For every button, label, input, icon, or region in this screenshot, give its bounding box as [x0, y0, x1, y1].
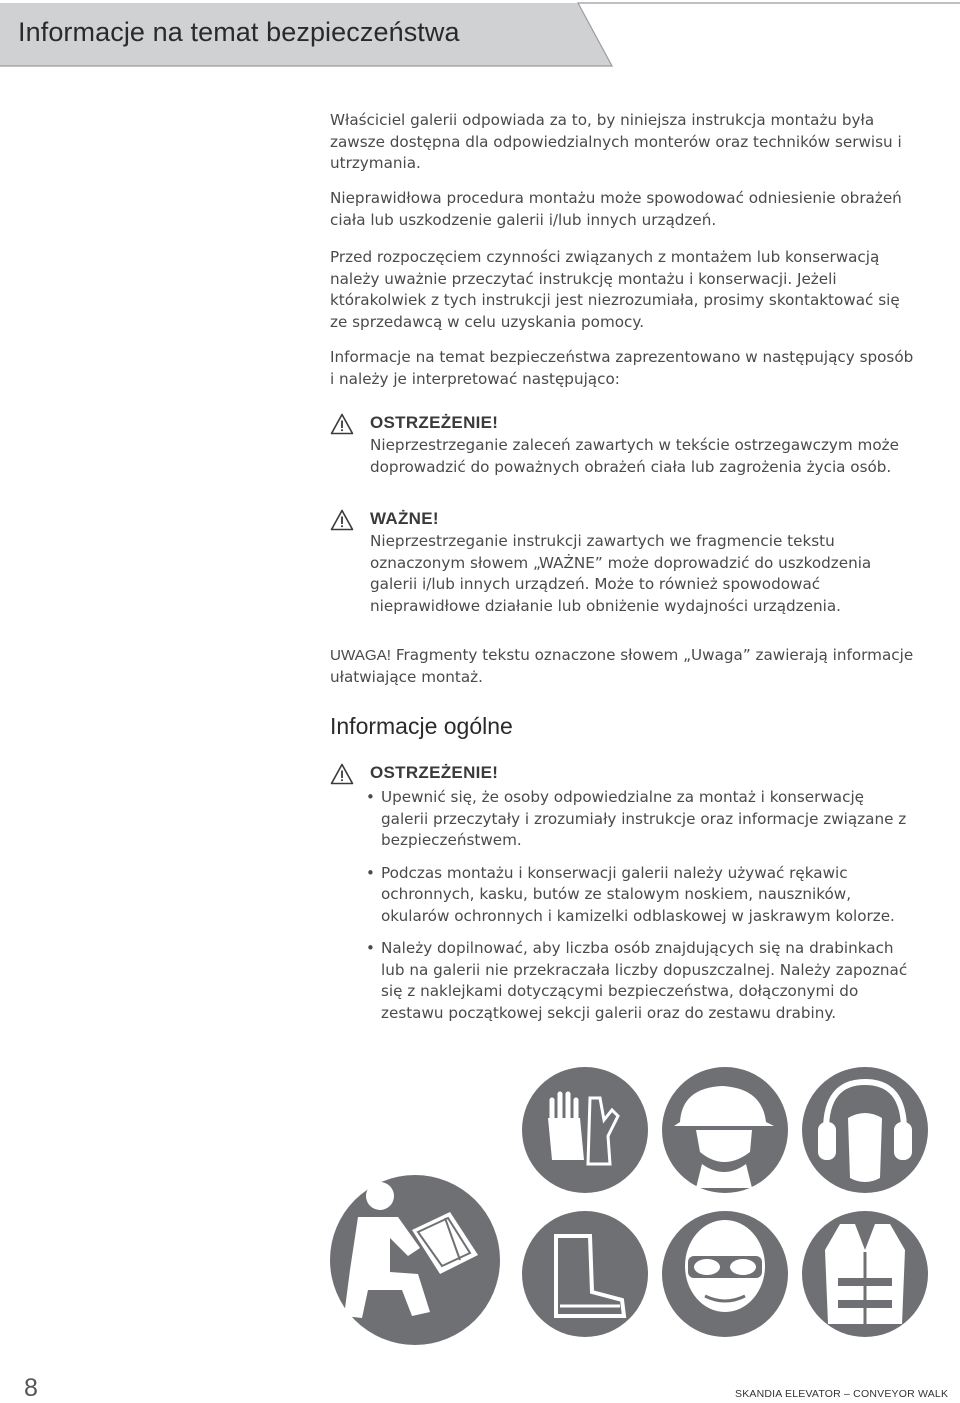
- page-header: [0, 0, 960, 68]
- list-item: • Upewnić się, że osoby odpowiedzialne za montaż i konserwację galerii przeczytały i zrozumiały instrukcje oraz informacje związane z bezpieczeństwem.: [366, 788, 907, 849]
- section-heading: Informacje ogólne: [330, 713, 513, 739]
- hi-vis-vest-icon: [802, 1211, 928, 1337]
- intro-paragraph: Właściciel galerii odpowiada za to, by niniejsza instrukcja montażu była zawsze dostępna dla odpowiedzialnych monterów oraz techników serwisu i utrzymania.: [330, 111, 902, 172]
- important-text: Nieprzestrzeganie instrukcji zawartych we fragmencie tekstu oznaczonym słowem „WAŻNE” może doprowadzić do uszkodzenia galerii i/lub innych urządzeń. Może to również spowodować nieprawidłowe działanie lub obniżenie wydajności urządzenia.: [370, 532, 872, 615]
- list-item: • Należy dopilnować, aby liczba osób znajdujących się na drabinkach lub na galerii nie przekraczała liczby dopuszczalnej. Należy zapoznać się z naklejkami dotyczącymi bezpieczeństwa, dołączonymi do zestawu początkowej sekcji galerii oraz do zestawu drabiny.: [366, 939, 908, 1022]
- page-number: 8: [24, 1374, 38, 1402]
- safety-pictograms: [0, 1060, 960, 1350]
- note-text: Fragmenty tekstu oznaczone słowem „Uwaga” zawierają informacje ułatwiające montaż.: [330, 646, 914, 686]
- read-manual-icon: [330, 1175, 500, 1345]
- warning-label: OSTRZEŻENIE!: [370, 763, 499, 782]
- warning-triangle-icon: [330, 509, 354, 531]
- note-label: UWAGA!: [330, 647, 392, 664]
- list-item: • Podczas montażu i konserwacji galerii należy używać rękawic ochronnych, kasku, butów ze stalowym noskiem, nauszników, okularów ochronnych i kamizelki odblaskowej w jaskrawym kolorze.: [366, 863, 895, 925]
- intro-paragraph: Nieprawidłowa procedura montażu może spowodować odniesienie obrażeń ciała lub uszkodzenie galerii i/lub innych urządzeń.: [330, 189, 902, 229]
- warning-label: OSTRZEŻENIE!: [370, 413, 499, 432]
- important-label: WAŻNE!: [370, 509, 439, 528]
- footer-title: SKANDIA ELEVATOR – CONVEYOR WALK: [735, 1388, 949, 1400]
- page-title: Informacje na temat bezpieczeństwa: [18, 17, 460, 47]
- helmet-icon: [662, 1067, 788, 1193]
- intro-section: [330, 110, 920, 174]
- intro-paragraph: Przed rozpoczęciem czynności związanych z montażem lub konserwacją należy uważnie przeczytać instrukcję montażu i konserwacji. Jeżeli którakolwiek z tych instrukcji jest niezrozumiała, prosimy skontaktować się ze sprzedawcą w celu uzyskania pomocy.: [330, 248, 900, 331]
- safety-glasses-icon: [662, 1211, 788, 1337]
- safety-list: [330, 787, 910, 1035]
- gloves-icon: [522, 1067, 648, 1193]
- note-block: [330, 645, 920, 688]
- warning-text: Nieprzestrzeganie zaleceń zawartych w tekście ostrzegawczym może doprowadzić do poważnych obrażeń ciała lub zagrożenia życia osób.: [370, 436, 899, 476]
- safety-boots-icon: [522, 1211, 648, 1337]
- warning-triangle-icon: [330, 763, 354, 785]
- ear-protection-icon: [802, 1067, 928, 1193]
- intro-paragraph: Informacje na temat bezpieczeństwa zaprezentowano w następujący sposób i należy je interpretować następująco:: [330, 348, 914, 388]
- warning-triangle-icon: [330, 413, 354, 435]
